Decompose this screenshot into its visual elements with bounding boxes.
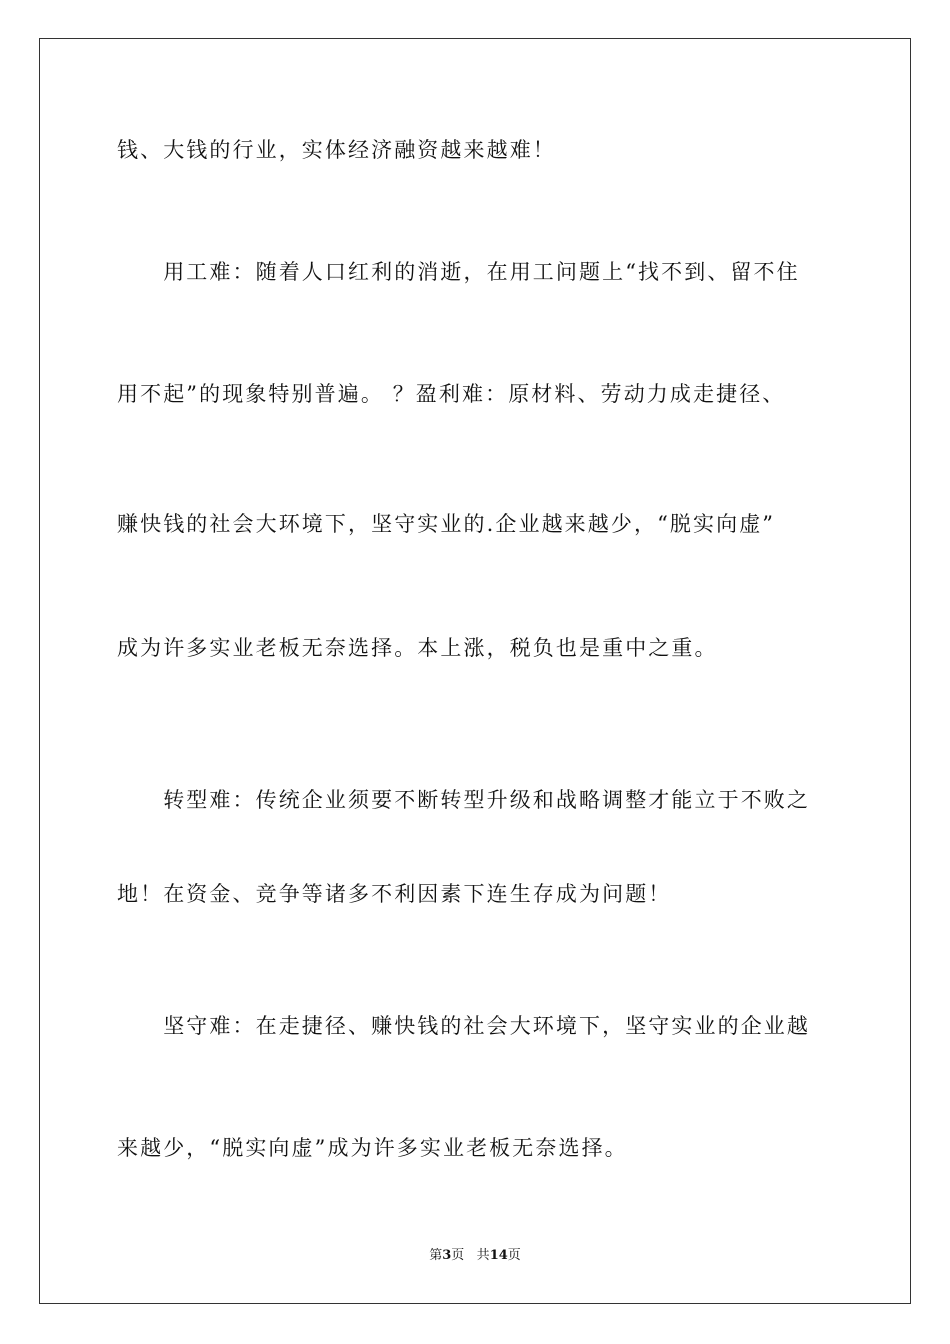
- text-line: 转型难：传统企业须要不断转型升级和战略调整才能立于不败之: [117, 788, 810, 812]
- text-line: 来越少，“脱实向虚”成为许多实业老板无奈选择。: [117, 1136, 628, 1160]
- text-line: 赚快钱的社会大环境下，坚守实业的.企业越来越少，“脱实向虚”: [117, 512, 776, 536]
- text-line: 用不起”的现象特别普遍。 ？盈利难：原材料、劳动力成走捷径、: [117, 382, 786, 406]
- footer-page-prefix: 第: [429, 1248, 443, 1263]
- footer-total-pages: 14: [489, 1248, 508, 1263]
- text-line: 钱、大钱的行业，实体经济融资越来越难！: [117, 138, 556, 162]
- footer-total-prefix: 共: [476, 1248, 490, 1263]
- text-line: 用工难：随着人口红利的消逝，在用工问题上“找不到、留不住: [117, 260, 800, 284]
- text-line: 坚守难：在走捷径、赚快钱的社会大环境下，坚守实业的企业越: [117, 1014, 810, 1038]
- page-footer: [0, 1247, 950, 1265]
- text-line: 地！在资金、竞争等诸多不利因素下连生存成为问题！: [117, 882, 672, 906]
- text-line: 成为许多实业老板无奈选择。本上涨，税负也是重中之重。: [117, 636, 718, 660]
- footer-page-suffix: 页: [451, 1248, 465, 1263]
- footer-total-suffix: 页: [507, 1248, 521, 1263]
- footer-page-number: 3: [442, 1248, 452, 1263]
- page-border: [39, 38, 911, 1304]
